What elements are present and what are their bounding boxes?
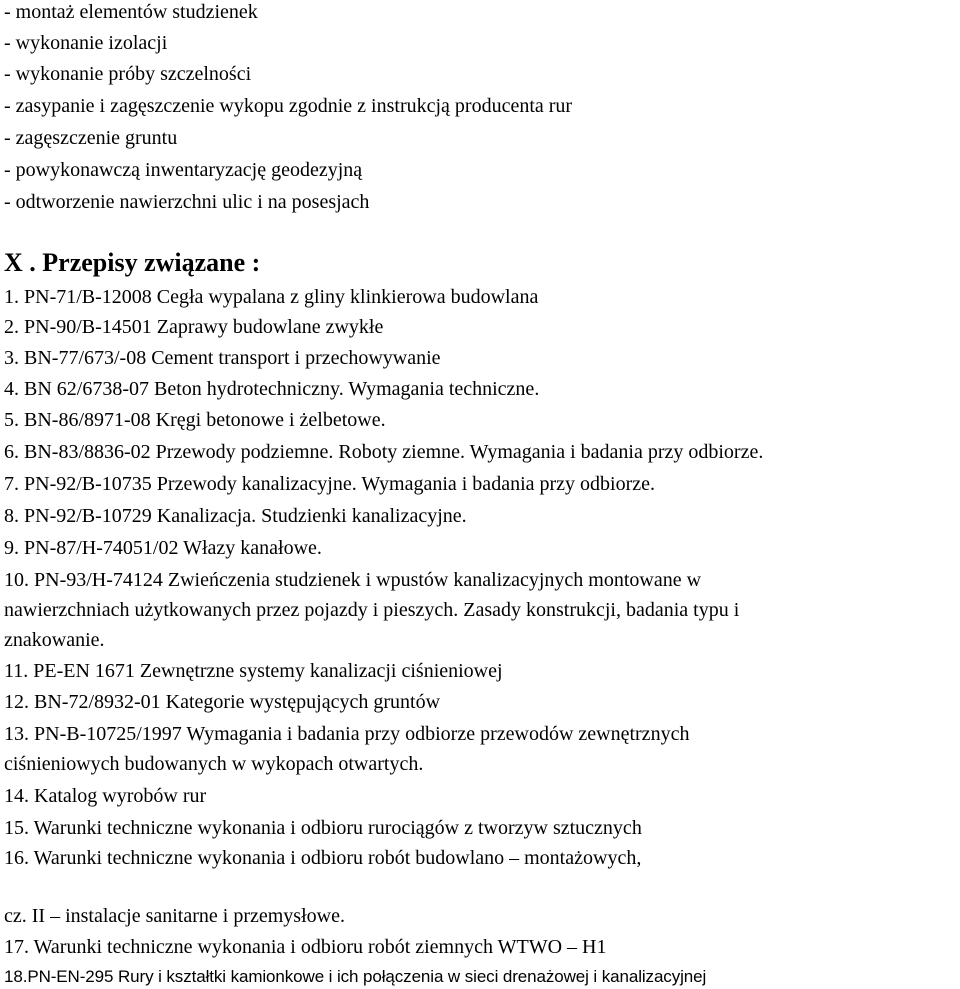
regulation-item: 14. Katalog wyrobów rur xyxy=(4,785,207,807)
regulation-item: 8. PN-92/B-10729 Kanalizacja. Studzienki kanalizacyjne. xyxy=(4,505,467,527)
regulation-item: 13. PN-B-10725/1997 Wymagania i badania przy odbiorze przewodów zewnętrznych xyxy=(4,723,690,745)
regulation-item: 10. PN-93/H-74124 Zwieńczenia studzienek i wpustów kanalizacyjnych montowane w xyxy=(4,569,702,591)
regulation-item-continued: cz. II – instalacje sanitarne i przemysłowe. xyxy=(4,905,345,927)
regulation-item-last: 18.PN-EN-295 Rury i kształtki kamionkowe i ich połączenia w sieci drenażowej i kanalizacyjnej xyxy=(4,967,707,986)
regulation-item: 4. BN 62/6738-07 Beton hydrotechniczny. Wymagania techniczne. xyxy=(4,378,540,400)
intro-list-item: - wykonanie próby szczelności xyxy=(4,63,252,85)
regulation-item: 17. Warunki techniczne wykonania i odbioru robót ziemnych WTWO – H1 xyxy=(4,936,607,958)
regulation-item: 9. PN-87/H-74051/02 Włazy kanałowe. xyxy=(4,537,322,559)
regulation-item-continued: nawierzchniach użytkowanych przez pojazdy i pieszych. Zasady konstrukcji, badania typu i xyxy=(4,599,740,621)
intro-list-item: - montaż elementów studzienek xyxy=(4,1,258,23)
intro-list-item: - zasypanie i zagęszczenie wykopu zgodnie z instrukcją producenta rur xyxy=(4,95,573,117)
regulation-item: 7. PN-92/B-10735 Przewody kanalizacyjne. Wymagania i badania przy odbiorze. xyxy=(4,473,656,495)
regulation-item: 12. BN-72/8932-01 Kategorie występujących gruntów xyxy=(4,691,441,713)
regulation-item: 11. PE-EN 1671 Zewnętrzne systemy kanalizacji ciśnieniowej xyxy=(4,660,503,682)
intro-list-item: - zagęszczenie gruntu xyxy=(4,127,178,149)
regulation-item: 2. PN-90/B-14501 Zaprawy budowlane zwykłe xyxy=(4,316,384,338)
regulation-item: 15. Warunki techniczne wykonania i odbioru rurociągów z tworzyw sztucznych xyxy=(4,817,642,839)
regulation-item-continued: znakowanie. xyxy=(4,629,105,651)
intro-list-item: - powykonawczą inwentaryzację geodezyjną xyxy=(4,159,363,181)
regulation-item-continued: ciśnieniowych budowanych w wykopach otwartych. xyxy=(4,753,424,775)
regulation-item: 3. BN-77/673/-08 Cement transport i przechowywanie xyxy=(4,347,441,369)
regulation-item: 1. PN-71/B-12008 Cegła wypalana z gliny klinkierowa budowlana xyxy=(4,286,539,308)
regulation-item: 16. Warunki techniczne wykonania i odbioru robót budowlano – montażowych, xyxy=(4,847,642,869)
section-heading: X . Przepisy związane : xyxy=(4,248,261,277)
regulation-item: 6. BN-83/8836-02 Przewody podziemne. Roboty ziemne. Wymagania i badania przy odbiorze. xyxy=(4,441,764,463)
intro-list-item: - odtworzenie nawierzchni ulic i na posesjach xyxy=(4,191,370,213)
intro-list-item: - wykonanie izolacji xyxy=(4,32,168,54)
regulation-item: 5. BN-86/8971-08 Kręgi betonowe i żelbetowe. xyxy=(4,409,386,431)
